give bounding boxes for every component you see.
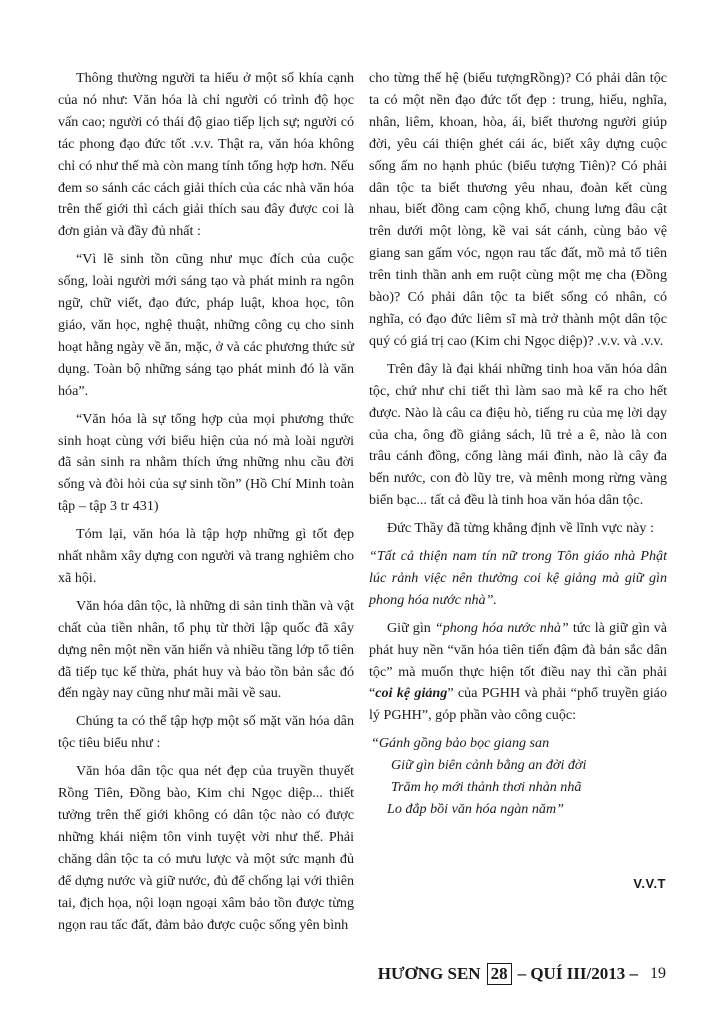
paragraph: Văn hóa dân tộc, là những di sản tinh thần và vật chất của tiền nhân, tổ phụ từ thời lập quốc đã xây dựng nên một nền văn hiến và nhiều tầng lớp tổ tiên đã tiếp tục kế thừa, phát huy và bảo tồn bản sắc đó đến ngày nay cũng như mãi mãi về sau. xyxy=(58,597,354,702)
paragraph: Thông thường người ta hiểu ở một số khía cạnh của nó như: Văn hóa là chỉ người có trình độ học vấn cao; người có thái độ giao tiếp lịch sự; người có tác phong đạo đức tốt .v.v. Thật ra, văn hóa không chỉ có như thế mà còn mang tính tổng hợp hơn. Nếu đem so sánh các cách giải thích của các nhà văn hóa trên thế giới thì cách giải thích sau đây được coi là đơn giản và đầy đủ nhất : xyxy=(58,70,354,240)
text-run: ” của PGHH và phải “phổ truyền giáo lý PGHH”, góp phần vào công cuộc: xyxy=(369,685,667,724)
page-footer xyxy=(378,963,666,985)
paragraph: Tóm lại, văn hóa là tập hợp những gì tốt đẹp nhất nhằm xây dựng con người và trang nghiêm cho xã hội. xyxy=(58,526,354,586)
author-signature: V.V.T xyxy=(633,876,666,891)
left-column xyxy=(58,68,354,942)
paragraph: cho từng thế hệ (biểu tượngRồng)? Có phải dân tộc ta có một nền đạo đức tốt đẹp : trung, hiếu, nghĩa, nhân, liêm, khoan, hòa, ái, biết thương người giúp đời, yêu cái thiện ghét cái ác, biết xây dựng cuộc sống ấm no hạnh phúc (biểu tượng Tiên)? Có phải dân tộc ta biết thương yêu nhau, đoàn kết cùng nhau, biết đồng cam cộng khổ, chung lưng đâu cật trên dưới một lòng, kề vai sát cánh, cùng bảo vệ giang san gấm vóc, ngọn rau tấc đất, mồ mả tổ tiên trên tinh thần anh em ruột cùng một mẹ cha (Đồng bào)? Có phải dân tộc ta biết sống có nhân, có nghĩa, có đạo đức liêm sĩ mà trở thành một dân tộc quý có giá trị cao (Kim chi Ngọc diệp)? .v.v. và .v.v. xyxy=(369,70,667,349)
page-number: 19 xyxy=(650,965,666,982)
paragraph: “Vì lẽ sinh tồn cũng như mục đích của cuộc sống, loài người mới sáng tạo và phát minh ra ngôn ngữ, chữ viết, đạo đức, pháp luật, khoa học, tôn giáo, văn học, nghệ thuật, những công cụ cho sinh hoạt hằng ngày về ăn, mặc, ở và các phương thức sử dụng. Toàn bộ những sáng tạo phát minh đó là văn hóa”. xyxy=(58,251,354,399)
poem xyxy=(369,733,667,821)
quarter-label: – QUÍ III/2013 – xyxy=(517,964,638,983)
magazine-name: HƯƠNG SEN xyxy=(377,964,481,983)
bold-phrase: coi kệ giảng xyxy=(375,685,448,702)
paragraph: Trên đây là đại khái những tinh hoa văn hóa dân tộc, chứ như chi tiết thì làm sao mà kể ra cho hết được. Nào là câu ca điệu hò, tiếng ru của mẹ lời dạy của cha, ông đồ giảng sách, lũ trẻ a ê, nào là con trâu cánh đồng, cổng làng mái đình, nào là cây đa bến nước, con đò lũy tre, và mênh mong rừng vàng biển bạc... tất cả đều là tinh hoa văn hóa dân tộc. xyxy=(369,360,667,509)
text-run: Giữ gìn xyxy=(387,619,435,636)
paragraph: Chúng ta có thể tập hợp một số mặt văn hóa dân tộc tiêu biểu như : xyxy=(58,713,354,752)
paragraph: Văn hóa dân tộc qua nét đẹp của truyền thuyết Rồng Tiên, Đồng bào, Kim chi Ngọc diệp... thiết tưởng trên thế giới không có dân tộc nào có được những khái niệm tôn vinh tuyệt vời như thế. Phải chăng dân tộc ta có mưu lược và một sức mạnh đủ để dựng nước và giữ nước, đủ để chống lại với thiên tai, địch họa, nội loạn ngoại xâm bảo tồn được từng ngọn rau tấc đất, đảm bảo được cuộc sống yên bình xyxy=(58,763,354,933)
poem-line: Trăm họ mới thảnh thơi nhàn nhã xyxy=(391,779,582,796)
scripture-quote: “Tất cả thiện nam tín nữ trong Tôn giáo nhà Phật lúc rảnh việc nên thường coi kệ giảng mà giữ gìn phong hóa nước nhà”. xyxy=(369,548,667,608)
text-run: tức là giữ gìn và phát huy nền “văn hóa tiên tiến đậm đà bản sắc dân tộc” mà muốn thực hiện tốt điều nay thì cần phải “ xyxy=(369,619,667,702)
paragraph xyxy=(369,618,667,728)
paragraph: Đức Thầy đã từng khẳng định về lĩnh vực này : xyxy=(387,520,654,537)
italic-phrase: “phong hóa nước nhà” xyxy=(434,619,569,636)
poem-line: Giữ gìn biên cảnh bằng an đời đời xyxy=(391,757,587,774)
poem-line: “Gánh gồng bảo bọc giang san xyxy=(371,735,550,752)
right-column xyxy=(369,68,667,821)
poem-line: Lo đắp bồi văn hóa ngàn năm” xyxy=(387,801,564,818)
paragraph: “Văn hóa là sự tổng hợp của mọi phương thức sinh hoạt cùng với biểu hiện của nó mà loài người đã sản sinh ra nhằm thích ứng những nhu cầu đời sống và đòi hỏi của sự sinh tồn” (Hồ Chí Minh toàn tập – tập 3 tr 431) xyxy=(58,410,354,515)
issue-number: 28 xyxy=(487,963,512,985)
